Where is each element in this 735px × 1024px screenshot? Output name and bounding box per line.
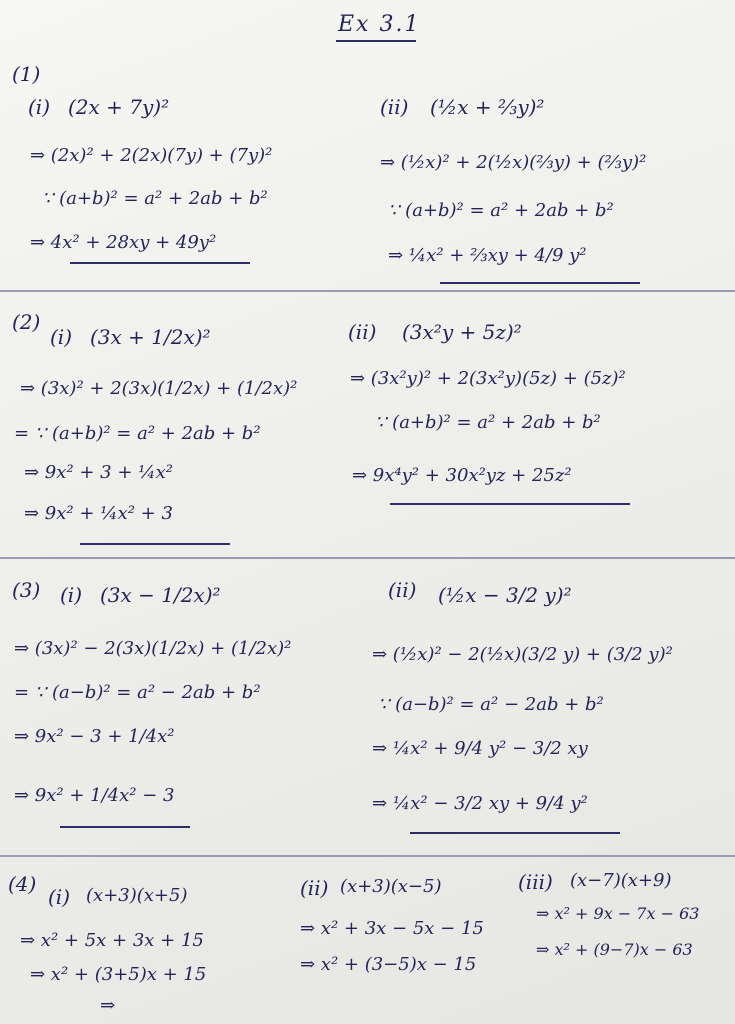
section-divider-3 bbox=[0, 855, 735, 857]
s3-ii-line-1: (½x − 3/2 y)² bbox=[438, 583, 572, 607]
s3-ii-line-2: ⇒ (½x)² − 2(½x)(3/2 y) + (3/2 y)² bbox=[372, 644, 673, 665]
s3-i-answer-underline bbox=[60, 826, 190, 828]
s2-ii-line-1: (3x²y + 5z)² bbox=[402, 320, 522, 344]
s4-iii-line-1: (x−7)(x+9) bbox=[570, 870, 672, 891]
s2-part-ii-label: (ii) bbox=[348, 320, 377, 344]
s4-part-i-label: (i) bbox=[48, 885, 71, 909]
s4-i-line-4: ⇒ bbox=[100, 995, 116, 1016]
s1-ii-line-4: ⇒ ¼x² + ⅔xy + 4/9 y² bbox=[388, 245, 587, 266]
s1-ii-line-1: (½x + ⅔y)² bbox=[430, 95, 545, 119]
s2-i-line-2: ⇒ (3x)² + 2(3x)(1/2x) + (1/2x)² bbox=[20, 378, 298, 399]
s2-i-answer-underline bbox=[80, 543, 230, 545]
page-title: Ex 3.1 bbox=[338, 12, 421, 37]
s2-i-line-1: (3x + 1/2x)² bbox=[90, 325, 211, 349]
s3-ii-line-5: ⇒ ¼x² − 3/2 xy + 9/4 y² bbox=[372, 793, 588, 814]
s1-i-line-4: ⇒ 4x² + 28xy + 49y² bbox=[30, 232, 217, 253]
title-underline bbox=[336, 40, 416, 42]
s1-part-ii-label: (ii) bbox=[380, 95, 409, 119]
s2-i-line-4: ⇒ 9x² + 3 + ¼x² bbox=[24, 462, 173, 483]
s1-i-answer-underline bbox=[70, 262, 250, 264]
s2-ii-line-3: ∵ (a+b)² = a² + 2ab + b² bbox=[375, 412, 601, 433]
s4-part-iii-label: (iii) bbox=[518, 870, 553, 894]
s3-i-line-3: = ∵ (a−b)² = a² − 2ab + b² bbox=[14, 682, 261, 703]
s1-i-line-3: ∵ (a+b)² = a² + 2ab + b² bbox=[42, 188, 268, 209]
section-4-number: (4) bbox=[8, 872, 37, 896]
s3-i-line-2: ⇒ (3x)² − 2(3x)(1/2x) + (1/2x)² bbox=[14, 638, 292, 659]
section-divider-1 bbox=[0, 290, 735, 292]
s3-i-line-1: (3x − 1/2x)² bbox=[100, 583, 221, 607]
s4-i-line-3: ⇒ x² + (3+5)x + 15 bbox=[30, 964, 207, 985]
s3-part-i-label: (i) bbox=[60, 583, 83, 607]
s2-ii-line-4: ⇒ 9x⁴y² + 30x²yz + 25z² bbox=[352, 465, 572, 486]
s1-part-i-label: (i) bbox=[28, 95, 51, 119]
s4-ii-line-2: ⇒ x² + 3x − 5x − 15 bbox=[300, 918, 484, 939]
s4-iii-line-2: ⇒ x² + 9x − 7x − 63 bbox=[536, 904, 700, 923]
s1-ii-line-2: ⇒ (½x)² + 2(½x)(⅔y) + (⅔y)² bbox=[380, 152, 647, 173]
s3-i-line-4: ⇒ 9x² − 3 + 1/4x² bbox=[14, 726, 175, 747]
s4-i-line-1: (x+3)(x+5) bbox=[86, 885, 188, 906]
s2-part-i-label: (i) bbox=[50, 325, 73, 349]
s2-i-line-3: = ∵ (a+b)² = a² + 2ab + b² bbox=[14, 423, 261, 444]
section-divider-2 bbox=[0, 557, 735, 559]
s3-ii-answer-underline bbox=[410, 832, 620, 834]
s1-ii-answer-underline bbox=[440, 282, 640, 284]
s3-part-ii-label: (ii) bbox=[388, 578, 417, 602]
s2-ii-answer-underline bbox=[390, 503, 630, 505]
s1-ii-line-3: ∵ (a+b)² = a² + 2ab + b² bbox=[388, 200, 614, 221]
s4-part-ii-label: (ii) bbox=[300, 876, 329, 900]
section-1-number: (1) bbox=[12, 62, 41, 86]
section-2-number: (2) bbox=[12, 310, 41, 334]
s1-i-line-1: (2x + 7y)² bbox=[68, 95, 170, 119]
section-3-number: (3) bbox=[12, 578, 41, 602]
s2-ii-line-2: ⇒ (3x²y)² + 2(3x²y)(5z) + (5z)² bbox=[350, 368, 626, 389]
s3-ii-line-3: ∵ (a−b)² = a² − 2ab + b² bbox=[378, 694, 604, 715]
s4-iii-line-3: ⇒ x² + (9−7)x − 63 bbox=[536, 940, 693, 959]
s4-ii-line-3: ⇒ x² + (3−5)x − 15 bbox=[300, 954, 477, 975]
s3-i-line-5: ⇒ 9x² + 1/4x² − 3 bbox=[14, 785, 175, 806]
s1-i-line-2: ⇒ (2x)² + 2(2x)(7y) + (7y)² bbox=[30, 145, 273, 166]
s2-i-line-5: ⇒ 9x² + ¼x² + 3 bbox=[24, 503, 173, 524]
s4-ii-line-1: (x+3)(x−5) bbox=[340, 876, 442, 897]
s3-ii-line-4: ⇒ ¼x² + 9/4 y² − 3/2 xy bbox=[372, 738, 588, 759]
s4-i-line-2: ⇒ x² + 5x + 3x + 15 bbox=[20, 930, 204, 951]
